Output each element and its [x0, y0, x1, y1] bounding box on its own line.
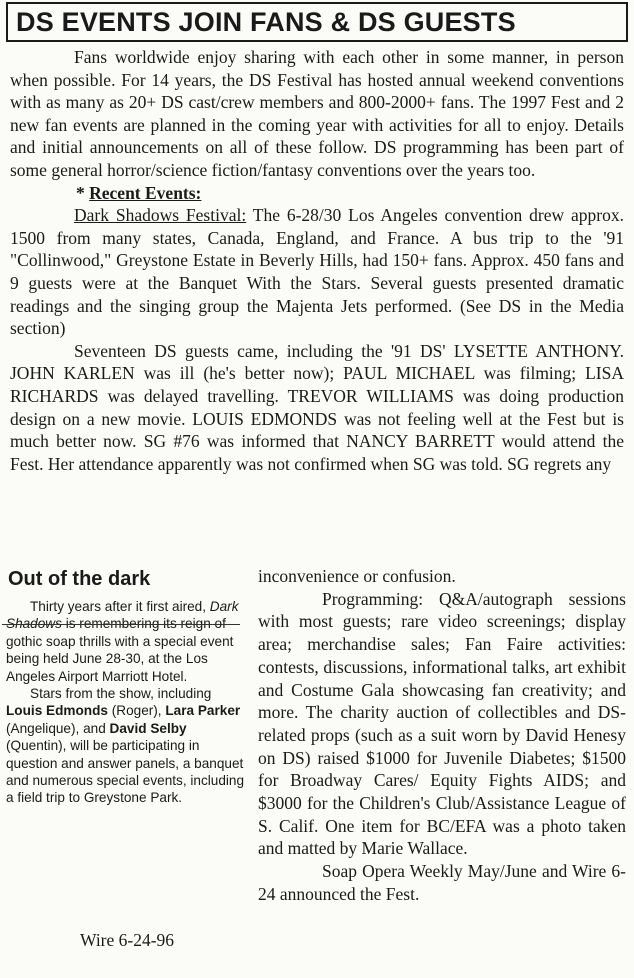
clipping-star-2: Lara Parker — [165, 703, 241, 719]
clipping-star-3: David Selby — [109, 720, 187, 736]
announced-paragraph: Soap Opera Weekly May/June and Wire 6-24 announced the Fest. — [258, 861, 626, 904]
clipping-role-3: (Quentin), will be participating in question and answer panels, a banquet and numerous special events, including a field trip to Greystone Park. — [6, 738, 245, 806]
clipping-paragraph-1 — [6, 598, 250, 685]
clipping-show-title: Dark Shadows — [6, 599, 239, 632]
festival-text: The 6-28/30 Los Angeles convention drew approx. 1500 from many states, Canada, England, and France. A bus trip to the '91 "Collinwood," Greystone Estate in Beverly Hills, had 150+ fans. Approx. 450 fans and 9 guests were at the Banquet With the Stars. Several guests presented dramatic readings and the singing group the Majenta Jets performed. (See DS in the Media section) — [10, 205, 625, 339]
guests-paragraph: Seventeen DS guests came, including the '91 DS' LYSETTE ANTHONY. JOHN KARLEN was ill (he's better now); PAUL MICHAEL was filming; LISA RICHARDS was delayed travelling. TREVOR WILLIAMS was doing production design on a new movie. LOUIS EDMONDS was not feeling well at the Fest but is much better now. SG #76 was informed that NANCY BARRETT would attend the Fest. Her attendance apparently was not confirmed when SG was told. SG regrets any — [10, 340, 624, 474]
clipping-p1-rest: is remembering its reign of gothic soap thrills with a special event being held June 28-30, at the Los Angeles Airport Marriott Hotel. — [6, 616, 234, 684]
recent-events-bullet: * — [76, 182, 90, 203]
article-headline: DS EVENTS JOIN FANS & DS GUESTS — [6, 2, 628, 42]
clipping-star-1: Louis Edmonds — [6, 703, 108, 719]
programming-paragraph: Programming: Q&A/autograph sessions with most guests; rare video screenings; display area; merchandise sales; Fan Faire activities: contests, discussions, informational talks, art exhibit and Costume Gala showcasing fan creativity; and more. The charity auction of collectibles and DS-related props (such as a suit worn by David Henesy on DS) raised $1000 for Juvenile Diabetes; $1500 for Broadway Cares/ Equity Fights AIDS; and $3000 for the Children's Club/Assistance League of S. Calif. One item for BC/EFA was a photo taken and matted by Marie Wallace. — [258, 588, 626, 859]
article-body-top — [10, 46, 624, 475]
clipping-title: Out of the dark — [8, 568, 151, 590]
clipping-source: Wire 6-24-96 — [80, 930, 175, 950]
article-body-right-column — [258, 565, 626, 906]
clipping-underline — [2, 624, 240, 625]
festival-label: Dark Shadows Festival: — [74, 205, 247, 226]
clipping-p1-start: Thirty years after it first aired, — [30, 599, 210, 614]
clipping-role-1: (Roger), — [107, 703, 166, 719]
clipping-paragraph-2 — [6, 685, 250, 807]
recent-events-label: Recent Events: — [89, 182, 202, 203]
newspaper-clipping — [6, 566, 250, 807]
recent-events-heading — [76, 182, 624, 205]
clipping-role-2: (Angelique), and — [6, 720, 110, 736]
guests-continuation: inconvenience or confusion. — [258, 566, 456, 586]
intro-paragraph: Fans worldwide enjoy sharing with each other in some manner, in person when possible. For 14 years, the DS Festival has hosted annual weekend conventions with as many as 20+ DS cast/crew members and 800-2000+ fans. The 1997 Fest and 2 new fan events are planned in the coming year with activities for all to enjoy. Details and initial announcements on all of these follow. DS programming has been part of some general horror/science fiction/fantasy conventions over the years too. — [10, 47, 624, 180]
clipping-p2-intro: Stars from the show, including — [30, 686, 212, 702]
festival-paragraph — [10, 204, 624, 340]
